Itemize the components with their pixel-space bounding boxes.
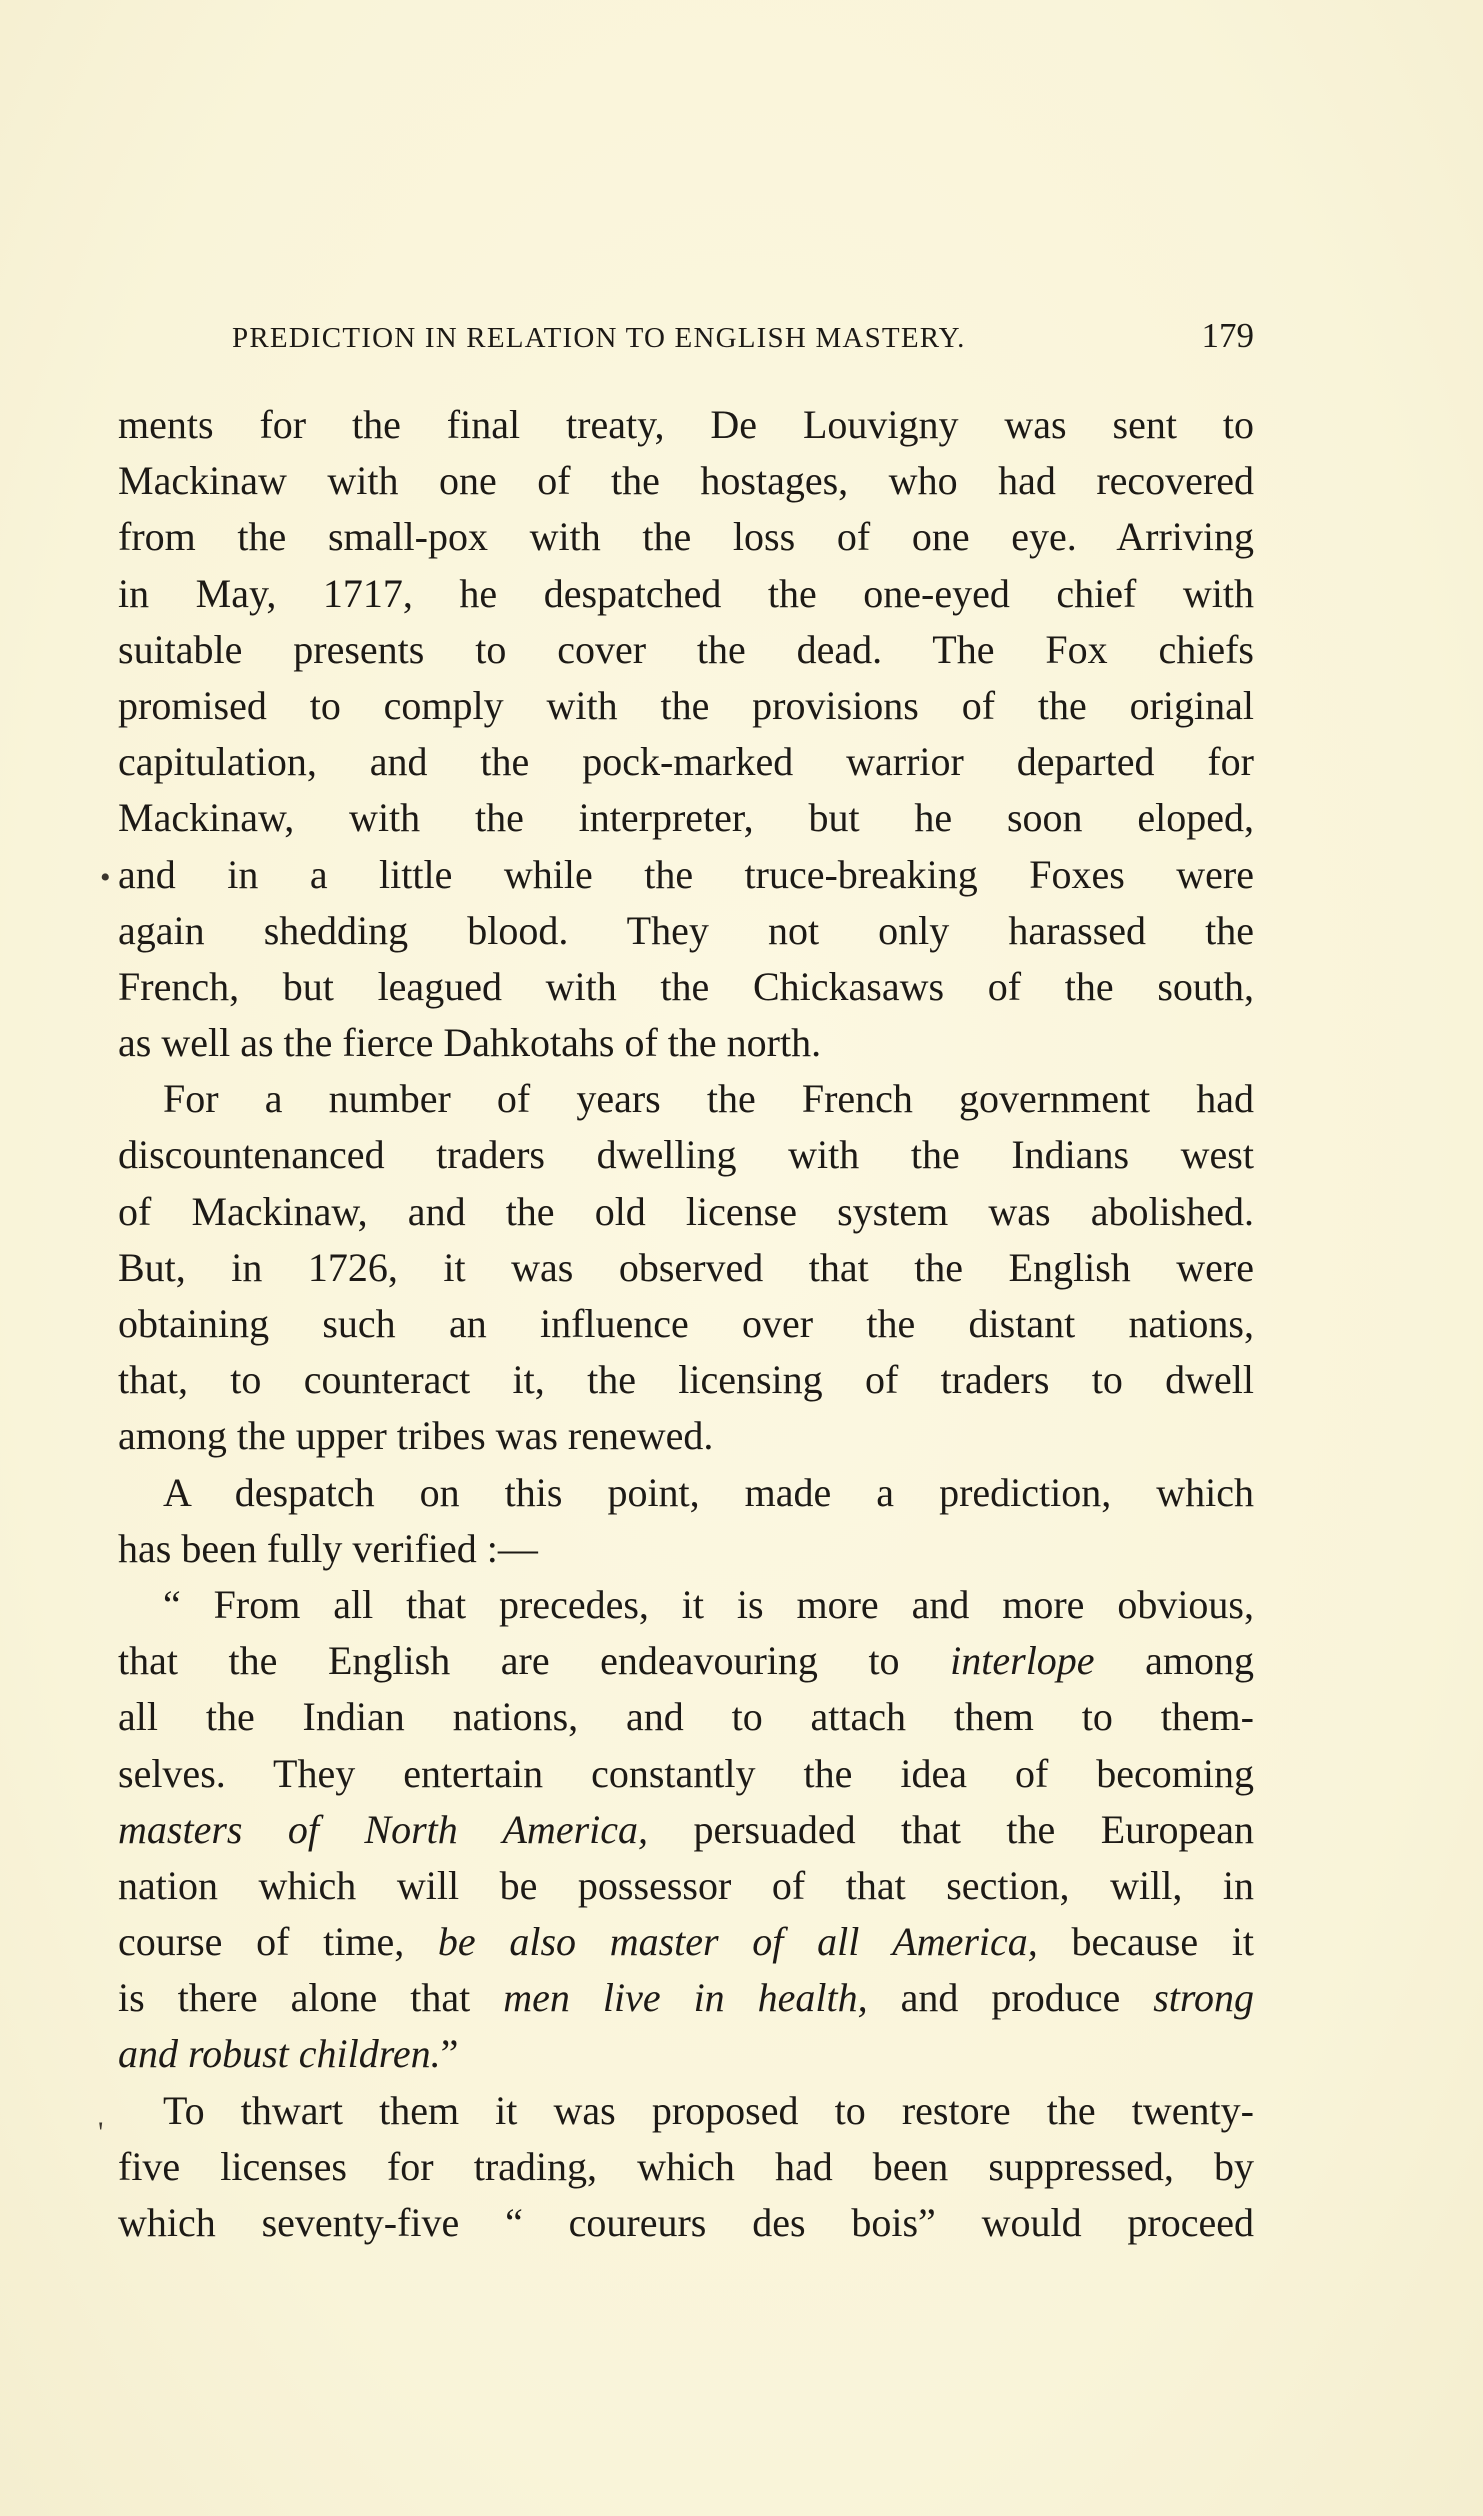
text-segment: and produce [867, 1975, 1154, 2021]
text-segment: among [1094, 1638, 1254, 1684]
text-line [118, 1071, 1254, 1127]
text-line [118, 1015, 1254, 1071]
text-line [118, 1296, 1254, 1352]
text-segment: which seventy-five “ coureurs des bois” would proceed [118, 2200, 1254, 2245]
italic-text: be also master of all America, [437, 1919, 1038, 1965]
text-line [118, 1689, 1254, 1745]
text-line [118, 959, 1254, 1015]
text-segment: selves. They entertain constantly the idea of becoming [118, 1750, 1254, 1796]
text-line [118, 2195, 1254, 2251]
text-segment: five licenses for trading, which had been suppressed, by [118, 2143, 1254, 2189]
text-line [118, 1465, 1254, 1521]
text-segment: A despatch on this point, made a prediction, which [163, 1469, 1254, 1515]
italic-text: strong [1153, 1975, 1254, 2021]
text-segment: course of time, [118, 1919, 438, 1965]
italic-text: and robust children. [118, 2031, 441, 2077]
text-segment: is there alone that [118, 1975, 504, 2021]
text-segment: in May, 1717, he despatched the one-eyed chief with [118, 570, 1254, 616]
text-line [118, 1127, 1254, 1183]
text-segment: To thwart them it was proposed to restore the twenty- [163, 2087, 1254, 2133]
text-segment: For a number of years the French government had [163, 1076, 1254, 1122]
body-text [118, 397, 1254, 2251]
text-line [118, 1858, 1254, 1914]
margin-tick: ' [98, 2116, 104, 2149]
text-segment: because it [1037, 1919, 1254, 1965]
text-line [118, 509, 1254, 565]
text-segment: has been fully verified :— [118, 1525, 538, 1571]
text-line [118, 1802, 1254, 1858]
text-line [118, 397, 1254, 453]
text-line [118, 847, 1254, 903]
running-head-title: PREDICTION IN RELATION TO ENGLISH MASTERY. [232, 322, 966, 354]
text-segment: suitable presents to cover the dead. The Fox chiefs [118, 626, 1254, 672]
text-line [118, 1352, 1254, 1408]
text-line [118, 1914, 1254, 1970]
text-line [118, 2083, 1254, 2139]
text-segment: that the English are endeavouring to [118, 1638, 951, 1684]
text-line [118, 790, 1254, 846]
text-line [118, 734, 1254, 790]
text-segment: ments for the final treaty, De Louvigny was sent to [118, 402, 1254, 447]
text-line [118, 453, 1254, 509]
text-segment: persuaded that the European [648, 1806, 1254, 1852]
text-line [118, 1577, 1254, 1633]
text-line [118, 566, 1254, 622]
text-line [118, 1408, 1254, 1464]
text-segment: and in a little while the truce-breaking Foxes were [118, 851, 1254, 897]
text-line [118, 2026, 1254, 2082]
page-number: 179 [1201, 316, 1254, 355]
text-line [118, 1184, 1254, 1240]
text-line [118, 903, 1254, 959]
text-line [118, 678, 1254, 734]
text-line [118, 622, 1254, 678]
text-segment: ” [440, 2031, 459, 2077]
text-line [118, 1970, 1254, 2026]
running-head [232, 316, 1254, 362]
text-segment: discountenanced traders dwelling with the Indians west [118, 1132, 1254, 1178]
text-segment: Mackinaw, with the interpreter, but he soon eloped, [118, 795, 1254, 841]
italic-text: masters of North America, [118, 1806, 649, 1852]
text-line [118, 1746, 1254, 1802]
text-segment: Mackinaw with one of the hostages, who had recovered [118, 458, 1254, 504]
text-segment: promised to comply with the provisions of the original [118, 682, 1254, 728]
text-segment: again shedding blood. They not only harassed the [118, 907, 1254, 953]
text-segment: “ From all that precedes, it is more and more obvious, [163, 1581, 1254, 1627]
text-segment: among the upper tribes was renewed. [118, 1413, 714, 1459]
margin-dot: • [100, 861, 111, 894]
text-segment: obtaining such an influence over the distant nations, [118, 1301, 1254, 1346]
text-line [118, 2139, 1254, 2195]
text-segment: nation which will be possessor of that section, will, in [118, 1862, 1254, 1908]
text-segment: But, in 1726, it was observed that the English were [118, 1244, 1254, 1290]
text-line [118, 1633, 1254, 1689]
text-segment: that, to counteract it, the licensing of traders to dwell [118, 1357, 1254, 1403]
text-segment: of Mackinaw, and the old license system was abolished. [118, 1188, 1254, 1234]
italic-text: interlope [950, 1638, 1095, 1684]
text-segment: as well as the fierce Dahkotahs of the north. [118, 1020, 822, 1066]
text-segment: from the small-pox with the loss of one eye. Arriving [118, 514, 1254, 560]
text-segment: capitulation, and the pock-marked warrior departed for [118, 739, 1254, 785]
italic-text: men live in health, [503, 1975, 868, 2021]
text-segment: all the Indian nations, and to attach them to them- [118, 1694, 1254, 1740]
text-segment: French, but leagued with the Chickasaws of the south, [118, 963, 1254, 1009]
text-line [118, 1240, 1254, 1296]
text-line [118, 1521, 1254, 1577]
